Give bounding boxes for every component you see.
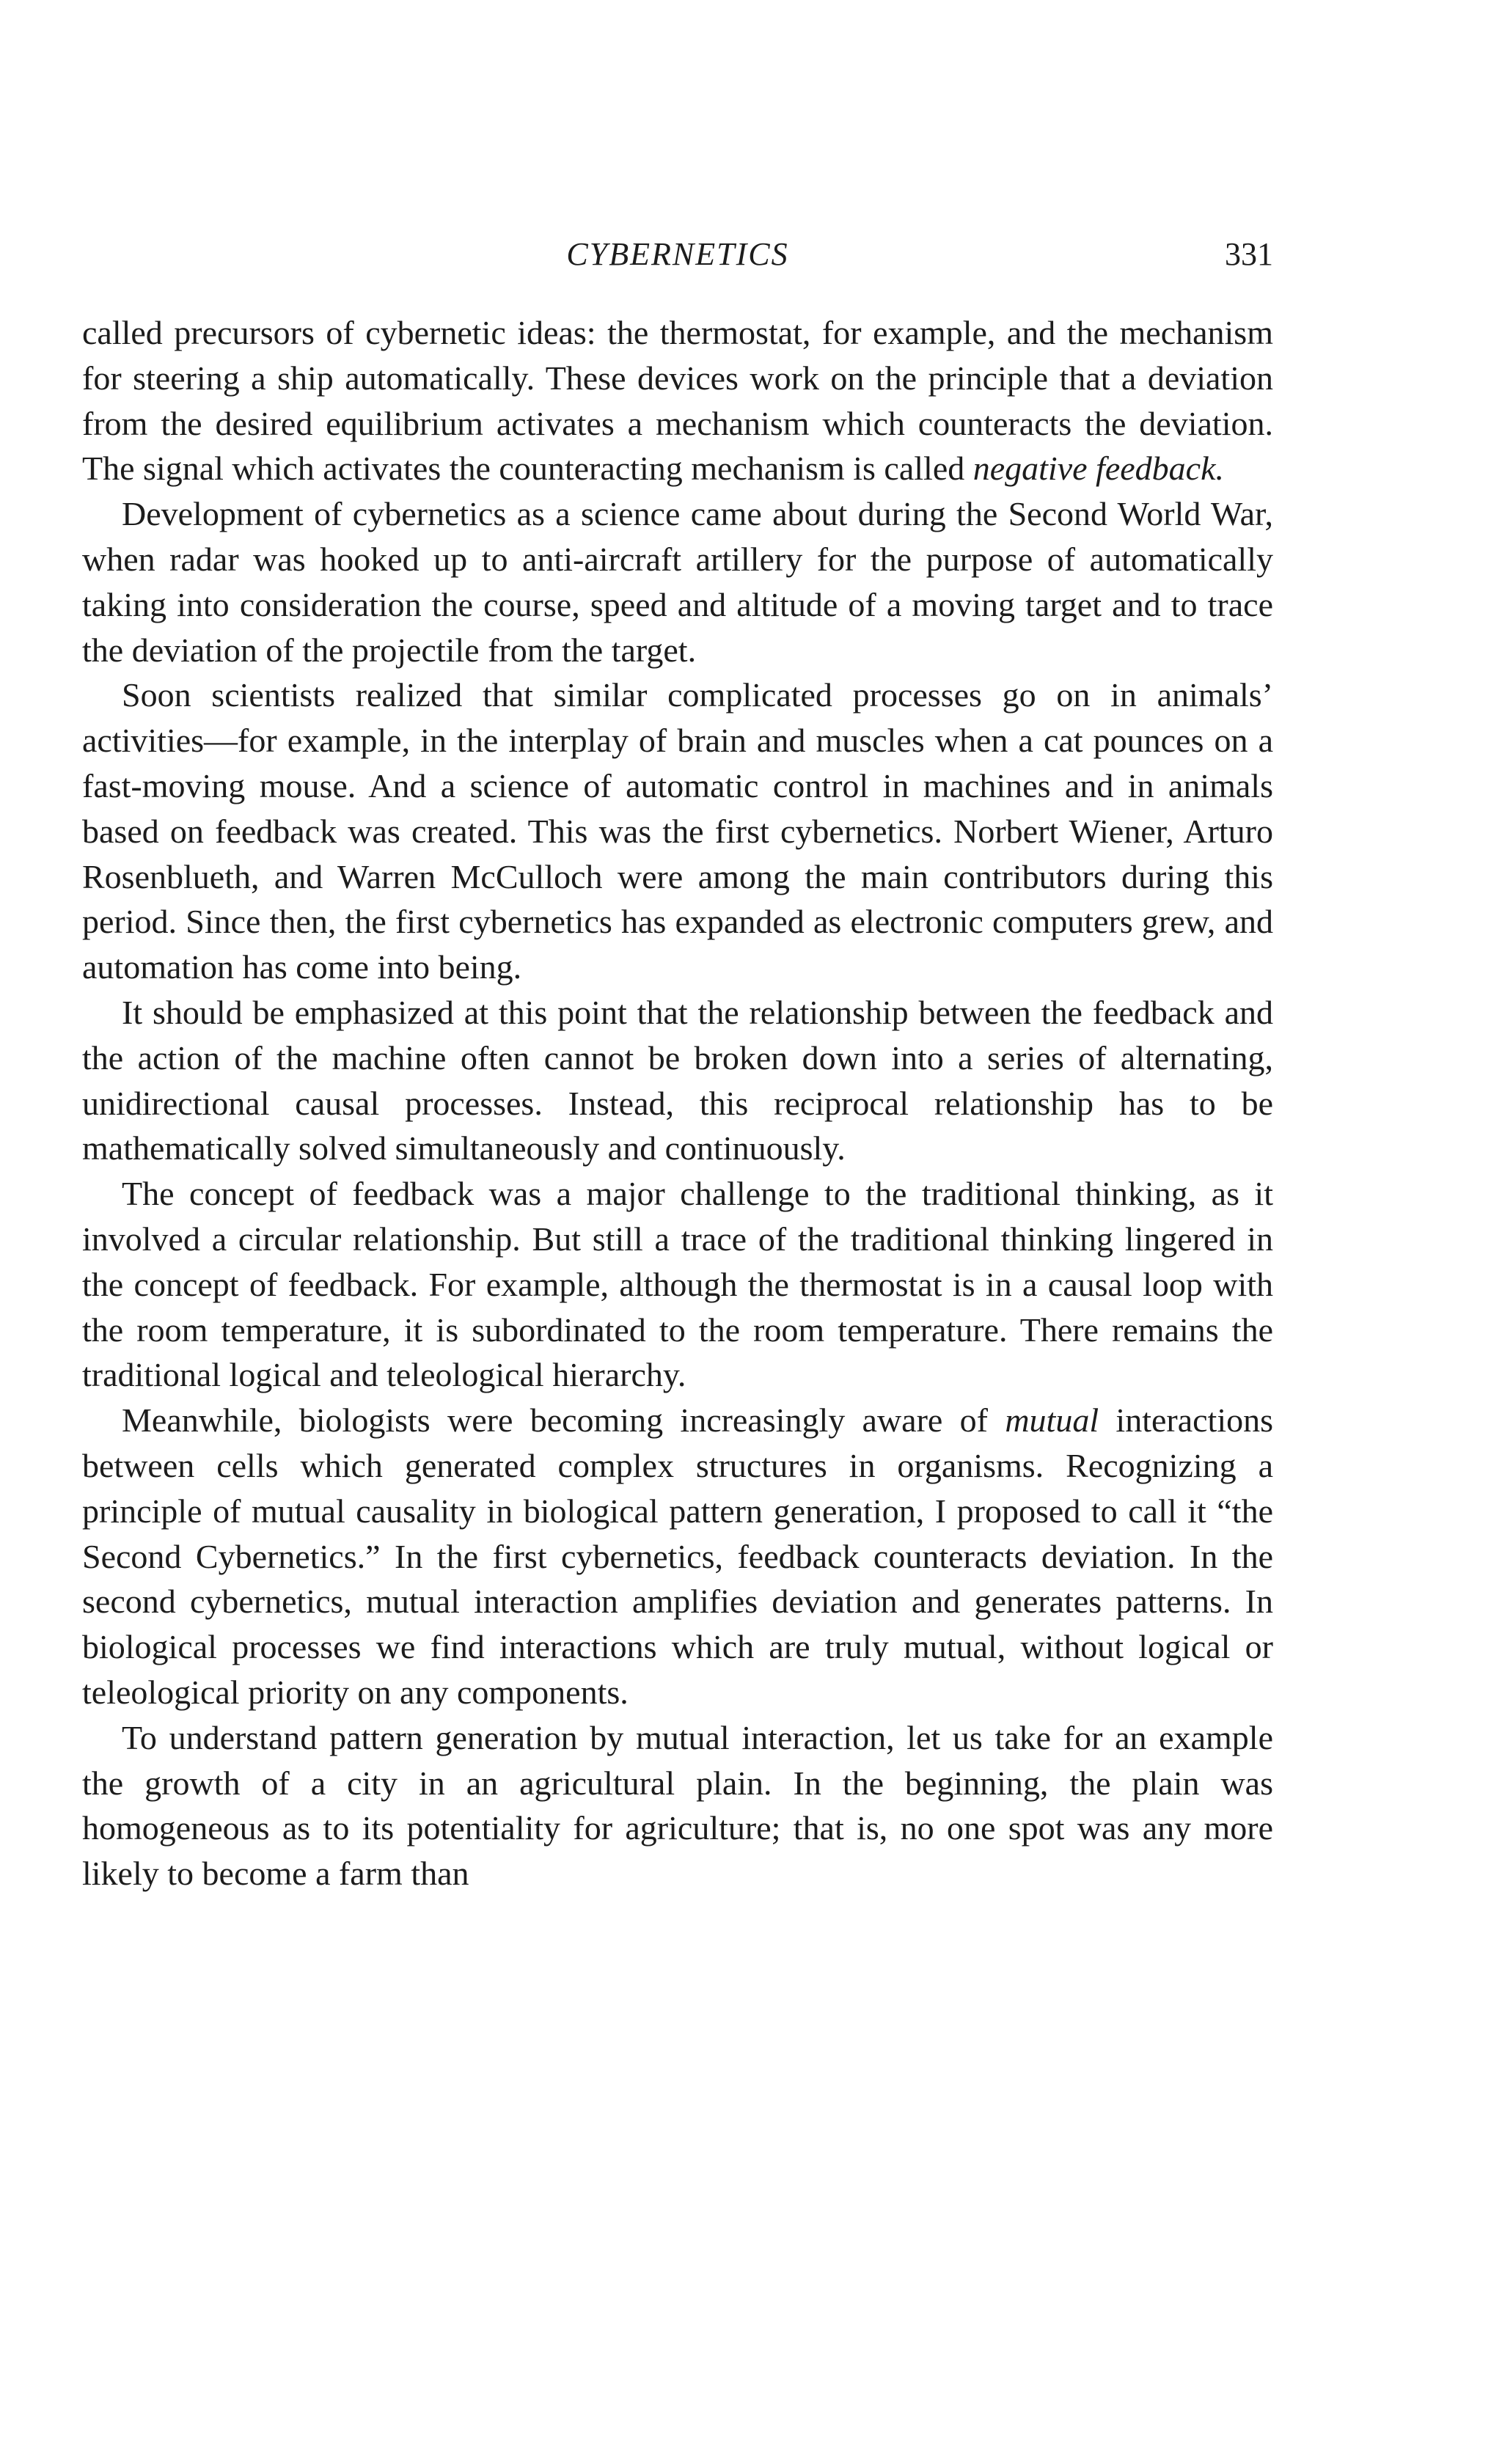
page-number: 331 (1225, 236, 1273, 272)
page-header (82, 229, 1273, 280)
paragraph-7-text: To understand pattern generation by mutual interaction, let us take for an example the growth of a city in an agricultural plain. In the beginning, the plain was homogeneous as to its potentiality for agriculture; that is, no one spot was any more likely to become a farm than (82, 1718, 1273, 1893)
paragraph-2 (82, 491, 1273, 672)
paragraph-5-text: The concept of feedback was a major challenge to the traditional thinking, as it involved a circular relationship. But still a trace of the traditional thinking lingered in the concept of feedback. For example, although the thermostat is in a causal loop with the room temperature, it is subordinated to the room temperature. There remains the traditional logical and teleological hierarchy. (82, 1175, 1273, 1394)
paragraph-6-text: Meanwhile, biologists were becoming increasingly aware of (122, 1401, 1005, 1440)
paragraph-6-text-after: interactions between cells which generated complex structures in organisms. Recognizing a principle of mutual causality in biological pattern generation, I proposed to call it “the Second Cybernetics.” In the first cybernetics, feedback counteracts deviation. In the second cybernetics, mutual interaction amplifies deviation and generates patterns. In biological processes we find interactions which are truly mutual, without logical or teleological priority on any components. (82, 1401, 1274, 1711)
paragraph-3 (82, 672, 1273, 990)
paragraph-6 (82, 1398, 1273, 1715)
running-title: CYBERNETICS (566, 236, 789, 272)
body-text (82, 310, 1273, 1896)
paragraph-1-text: called precursors of cybernetic ideas: the thermostat, for example, and the mechanism for steering a ship automatically. These devices work on the principle that a deviation from the desired equilibrium activates a mechanism which counteracts the deviation. The signal which activates the counteracting mechanism is called (82, 314, 1273, 488)
paragraph-1-emphasis: negative feedback. (972, 450, 1224, 488)
paragraph-7 (82, 1715, 1273, 1896)
paragraph-1 (82, 310, 1273, 491)
paragraph-2-text: Development of cybernetics as a science came about during the Second World War, when radar was hooked up to anti-aircraft artillery for the purpose of automatically taking into consideration the course, speed and altitude of a moving target and to trace the deviation of the projectile from the target. (82, 495, 1273, 669)
paragraph-3-text: Soon scientists realized that similar complicated processes go on in animals’ activities—for example, in the interplay of brain and muscles when a cat pounces on a fast-moving mouse. And a science of automatic control in machines and in animals based on feedback was created. This was the first cybernetics. Norbert Wiener, Arturo Rosenblueth, and Warren McCulloch were among the main contributors during this period. Since then, the first cybernetics has expanded as electronic computers grew, and automation has come into being. (82, 676, 1273, 986)
paragraph-4 (82, 990, 1273, 1171)
paragraph-5 (82, 1171, 1273, 1398)
paragraph-4-text: It should be emphasized at this point that the relationship between the feedback and the action of the machine often cannot be broken down into a series of alternating, unidirectional causal processes. Instead, this reciprocal relationship has to be mathematically solved simultaneously and continuously. (82, 993, 1273, 1167)
paragraph-6-emphasis: mutual (1005, 1401, 1099, 1440)
